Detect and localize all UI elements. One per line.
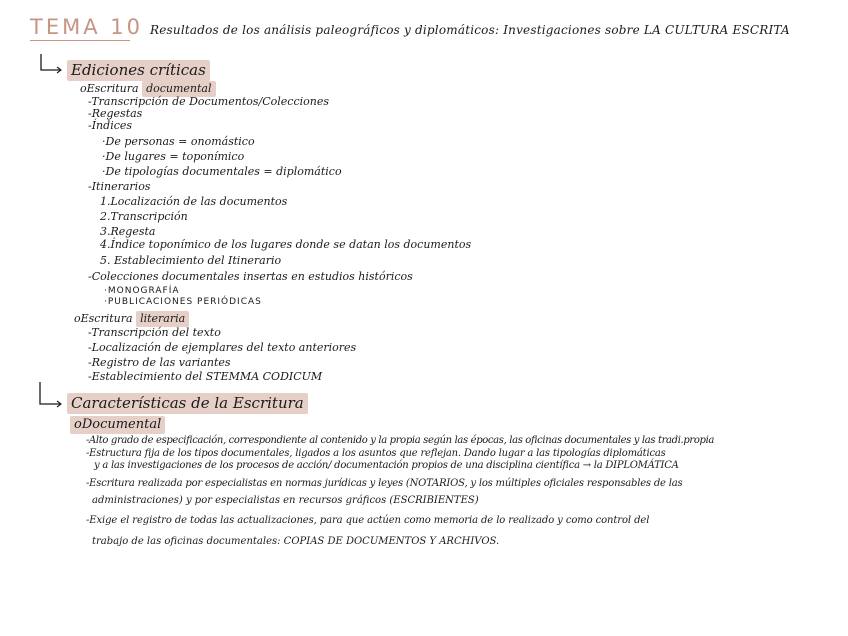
list-item: ·De personas = onomástico <box>102 135 255 148</box>
text-line: administraciones) y por especialistas en recursos gráficos (ESCRIBIENTES) <box>92 495 479 506</box>
list-item: -Registro de las variantes <box>88 356 231 369</box>
list-item: -Transcripción del texto <box>88 326 221 339</box>
documental-subheading: oDocumental <box>70 418 165 431</box>
section-heading-caracteristicas: Características de la Escritura <box>67 396 308 411</box>
text-line: -Estructura fija de los tipos documentales, ligados a los asuntos que reflejan. Dando lugar a las tipologías diplomáticas <box>86 448 666 459</box>
list-item: ·De lugares = toponímico <box>102 150 245 163</box>
escritura-documental-heading: oEscritura documental <box>80 83 216 94</box>
list-item: 4.Índice toponímico de los lugares donde se datan los documentos <box>100 238 472 251</box>
text-line: -Alto grado de especificación, correspondiente al contenido y la propia según las épocas, las oficinas documentales y las tradi.propia <box>86 435 715 446</box>
list-item: ·De tipologías documentales = diplomático <box>102 165 342 178</box>
tema-underline <box>30 40 130 41</box>
list-item: 1.Localización de las documentos <box>100 195 288 208</box>
text-line: -Exige el registro de todas las actualizaciones, para que actúen como memoria de lo realizado y como control del <box>86 515 650 526</box>
list-item: 2.Transcripción <box>100 210 188 223</box>
section-heading-ediciones: Ediciones críticas <box>67 63 210 78</box>
list-item: -Transcripción de Documentos/Colecciones <box>88 95 329 108</box>
arrow-icon <box>36 380 68 408</box>
list-item: ·PUBLICACIONES PERIÓDICAS <box>104 297 262 307</box>
text-line: -Escritura realizada por especialistas en normas jurídicas y leyes (NOTARIOS, y los múltiples oficiales responsables de las <box>86 478 683 489</box>
list-item: -Itinerarios <box>88 180 151 193</box>
list-item: 5. Establecimiento del Itinerario <box>100 254 282 267</box>
escritura-literaria-heading: oEscritura literaria <box>74 313 189 324</box>
text-line: y a las investigaciones de los procesos de acción/ documentación propios de una disciplina científica → la DIPLOMÁTICA <box>94 460 679 471</box>
list-item: -Establecimiento del STEMMA CODICUM <box>88 370 323 383</box>
list-item: -Localización de ejemplares del texto anteriores <box>88 341 357 354</box>
list-item: -Regestas <box>88 107 143 120</box>
tema-label: TEMA 10 <box>30 15 143 39</box>
page-title: Resultados de los análisis paleográficos y diplomáticos: Investigaciones sobre LA CULTURA ESCRITA <box>150 23 790 37</box>
list-item: -Colecciones documentales insertas en estudios históricos <box>88 270 413 283</box>
list-item: -Índices <box>88 119 133 132</box>
list-item: ·MONOGRAFÍA <box>104 286 180 296</box>
list-item: 3.Regesta <box>100 225 156 238</box>
text-line: trabajo de las oficinas documentales: COPIAS DE DOCUMENTOS Y ARCHIVOS. <box>92 536 500 547</box>
arrow-icon <box>38 52 68 74</box>
